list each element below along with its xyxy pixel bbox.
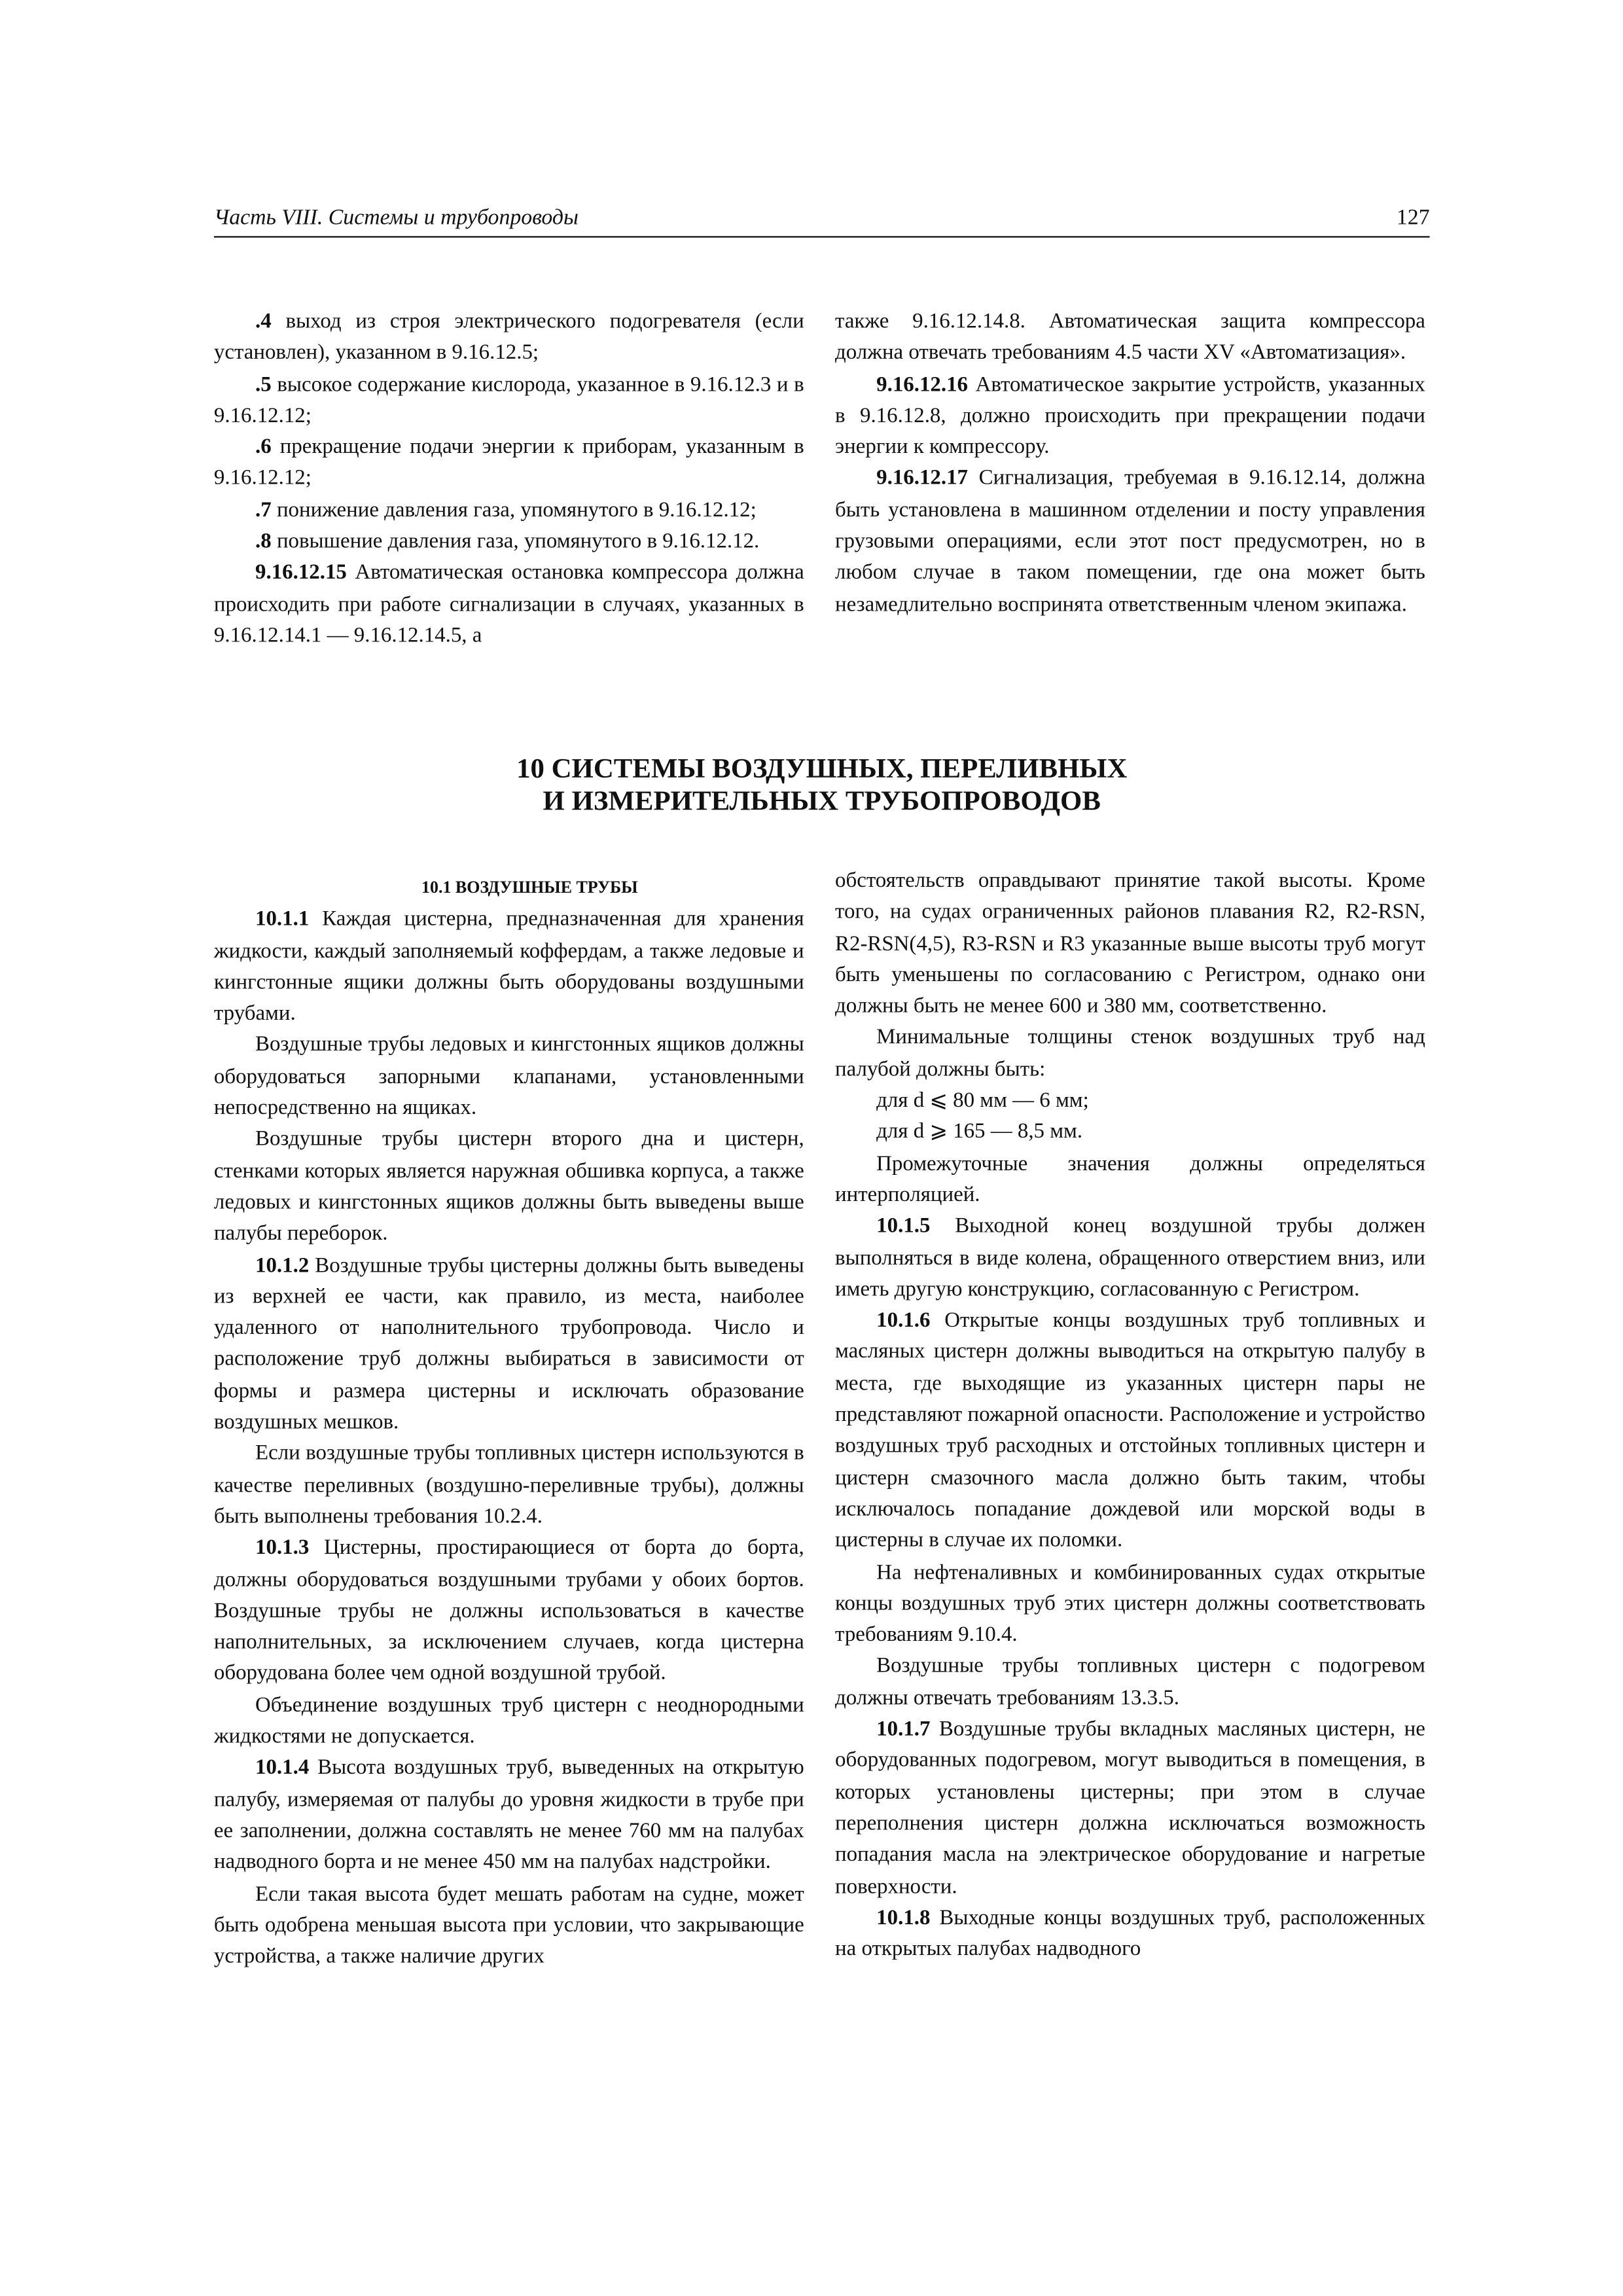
paragraph xyxy=(214,1125,804,1251)
paragraph-text: Воздушные трубы вкладных масляных цистерн, не оборудованных подогревом, могут выводиться в помещения, в которых установлены цистерны; при этом в случае переполнения цистерн должна исключаться возможность попадания масла на электрическое оборудование и нагретые поверхности. xyxy=(835,1717,1425,1899)
paragraph xyxy=(835,1652,1425,1715)
page-number: 127 xyxy=(1396,206,1430,230)
paragraph-text: Высота воздушных труб, выведенных на открытую палубу, измеряемая от палубы до уровня жидкости в трубе при ее заполнении, должна составлять не менее 760 мм на палубах надводного борта и не менее 450 мм на палубах надстройки. xyxy=(213,1756,804,1874)
clause-number: 9.16.12.17 xyxy=(876,467,969,491)
paragraph-text: Автоматическая остановка компрессора должна происходить при работе сигнализации в случаях, указанных в 9.16.12.14.1 — 9.16.12.14.5, а xyxy=(213,561,804,648)
paragraph xyxy=(214,1534,804,1691)
paragraph-text: Воздушные трубы цистерны должны быть выведены из верхней ее части, как правило, из места, наиболее удаленного от наполнительного трубопровода. Число и расположение труб должны выбираться в зависимости от формы и размера цистерны и исключать образование воздушных мешков. xyxy=(213,1253,804,1435)
clause-number: 10.1.2 xyxy=(255,1253,310,1278)
paragraph-text: Воздушные трубы топливных цистерн с подогревом должны отвечать требованиям 13.3.5. xyxy=(835,1655,1425,1710)
section-heading xyxy=(214,754,1430,819)
paragraph-text: На нефтеналивных и комбинированных судах открытые концы воздушных труб этих цистерн должны соответствовать требованиям 9.10.4. xyxy=(835,1560,1425,1647)
paragraph-text: Открытые концы воздушных труб топливных и масляных цистерн должны выводиться на открытую палубу в места, где выходящие из указанных цистерн пары не представляют пожарной опасности. Расположение и устройство воздушных труб расходных и отстойных топливных цистерн и цистерн смазочного масла должно быть таким, чтобы исключалось попадание дождевой или морской воды в цистерны в случае их поломки. xyxy=(835,1309,1425,1553)
clause-number: 10.1.1 xyxy=(255,908,310,932)
clause-number: 10.1.8 xyxy=(876,1906,931,1930)
paragraph-text: Цистерны, простирающиеся от борта до борта, должны оборудоваться воздушными трубами у обоих бортов. Воздушные трубы не должны использоваться в качестве наполнительных, за исключением случаев, когда цистерна оборудована более чем одной воздушной трубой. xyxy=(213,1536,804,1686)
paragraph xyxy=(835,1306,1425,1558)
paragraph-text: для d ⩽ 80 мм — 6 мм; xyxy=(876,1088,1089,1113)
paragraph xyxy=(835,307,1425,370)
paragraph-text: Если такая высота будет мешать работам на судне, может быть одобрена меньшая высота при условии, что закрывающие устройства, а также наличие других xyxy=(213,1882,804,1969)
paragraph-text: Минимальные толщины стенок воздушных труб над палубой должны быть: xyxy=(835,1026,1425,1082)
paragraph xyxy=(214,1251,804,1439)
paragraph xyxy=(214,1439,804,1534)
clause-number: 10.1.7 xyxy=(876,1717,931,1742)
paragraph xyxy=(214,1879,804,1973)
subsection-heading: 10.1 ВОЗДУШНЫЕ ТРУБЫ xyxy=(421,879,638,897)
clause-number: 10.1.3 xyxy=(255,1536,310,1560)
paragraph xyxy=(835,1558,1425,1652)
clause-number: .8 xyxy=(255,529,272,554)
clause-number: .5 xyxy=(255,372,272,397)
section-heading-line2: И ИЗМЕРИТЕЛЬНЫХ ТРУБОПРОВОДОВ xyxy=(543,786,1101,817)
paragraph xyxy=(835,1118,1425,1149)
paragraph-text: обстоятельств оправдывают принятие такой высоты. Кроме того, на судах ограниченных районов плавания R2, R2-RSN, R2-RSN(4,5), R3-RSN и R3 указанные выше высоты труб могут быть уменьшены по согласованию с Регистром, однако они должны быть не менее 600 и 380 мм, соответственно. xyxy=(835,869,1425,1019)
bottom-left-column xyxy=(214,874,804,1973)
paragraph xyxy=(835,1212,1425,1306)
paragraph xyxy=(835,1023,1425,1086)
bottom-right-column xyxy=(835,866,1425,1965)
paragraph-text: Воздушные трубы ледовых и кингстонных ящиков должны оборудоваться запорными клапанами, установленными непосредственно на ящиках. xyxy=(213,1033,804,1121)
paragraph-text: для d ⩾ 165 — 8,5 мм. xyxy=(876,1121,1083,1145)
paragraph-text: Выходные концы воздушных труб, расположенных на открытых палубах надводного xyxy=(835,1906,1425,1962)
paragraph xyxy=(214,307,804,370)
clause-number: 10.1.5 xyxy=(876,1215,931,1239)
clause-number: 10.1.6 xyxy=(876,1309,931,1333)
bottom-left-paragraphs xyxy=(214,905,804,1973)
paragraph-text: понижение давления газа, упомянутого в 9.16.12.12; xyxy=(271,498,757,522)
paragraph xyxy=(214,527,804,558)
paragraph xyxy=(835,1715,1425,1903)
running-header xyxy=(214,204,1430,238)
clause-number: .4 xyxy=(255,310,272,334)
paragraph xyxy=(214,905,804,1031)
top-left-column xyxy=(214,307,804,653)
paragraph xyxy=(835,1086,1425,1117)
paragraph xyxy=(835,370,1425,464)
paragraph xyxy=(214,433,804,495)
paragraph xyxy=(214,370,804,433)
paragraph-text: Выходной конец воздушной трубы должен выполняться в виде колена, обращенного отверстием вниз, или иметь другую конструкцию, согласованную с Регистром. xyxy=(835,1215,1425,1302)
paragraph-text: высокое содержание кислорода, указанное в 9.16.12.3 и в 9.16.12.12; xyxy=(213,372,804,428)
paragraph-text: Воздушные трубы цистерн второго дна и цистерн, стенками которых является наружная обшивка корпуса, а также ледовых и кингстонных ящиков должны быть выведены выше палубы переборок. xyxy=(213,1128,804,1246)
paragraph xyxy=(214,1753,804,1879)
paragraph-text: Объединение воздушных труб цистерн с неоднородными жидкостями не допускается. xyxy=(213,1693,804,1749)
paragraph xyxy=(835,1903,1425,1966)
clause-number: .7 xyxy=(255,498,272,522)
clause-number: 9.16.12.16 xyxy=(876,372,969,397)
paragraph xyxy=(214,558,804,653)
top-right-column xyxy=(835,307,1425,621)
paragraph xyxy=(214,495,804,527)
header-title: Часть VIII. Системы и трубопроводы xyxy=(213,206,579,230)
clause-number: 9.16.12.15 xyxy=(255,561,347,585)
paragraph-text: Сигнализация, требуемая в 9.16.12.14, должна быть установлена в машинном отделении и посту управления грузовыми операциями, если этот пост предусмотрен, но в любом случае в таком помещении, где она может быть незамедлительно воспринята ответственным членом экипажа. xyxy=(835,467,1425,617)
clause-number: .6 xyxy=(255,435,272,459)
paragraph xyxy=(214,1031,804,1125)
paragraph xyxy=(835,1149,1425,1212)
paragraph-text: Если воздушные трубы топливных цистерн используются в качестве переливных (воздушно-переливные трубы), должны быть выполнены требования 10.2.4. xyxy=(213,1442,804,1529)
section-heading-line1: 10 СИСТЕМЫ ВОЗДУШНЫХ, ПЕРЕЛИВНЫХ xyxy=(516,754,1128,785)
paragraph xyxy=(214,1691,804,1753)
paragraph-text: Промежуточные значения должны определяться интерполяцией. xyxy=(835,1152,1425,1208)
paragraph xyxy=(835,866,1425,1023)
paragraph-text: также 9.16.12.14.8. Автоматическая защита компрессора должна отвечать требованиям 4.5 части XV «Автоматизация». xyxy=(835,310,1425,365)
paragraph-text: повышение давления газа, упомянутого в 9.16.12.12. xyxy=(271,529,760,554)
paragraph xyxy=(835,464,1425,621)
paragraph-text: Каждая цистерна, предназначенная для хранения жидкости, каждый заполняемый коффердам, а также ледовые и кингстонные ящики должны быть оборудованы воздушными трубами. xyxy=(213,908,804,1026)
paragraph-text: выход из строя электрического подогревателя (если установлен), указанном в 9.16.12.5; xyxy=(213,310,804,365)
paragraph-text: Автоматическое закрытие устройств, указанных в 9.16.12.8, должно происходить при прекращении подачи энергии к компрессору. xyxy=(835,372,1425,459)
clause-number: 10.1.4 xyxy=(255,1756,310,1780)
paragraph-text: прекращение подачи энергии к приборам, указанным в 9.16.12.12; xyxy=(213,435,804,491)
